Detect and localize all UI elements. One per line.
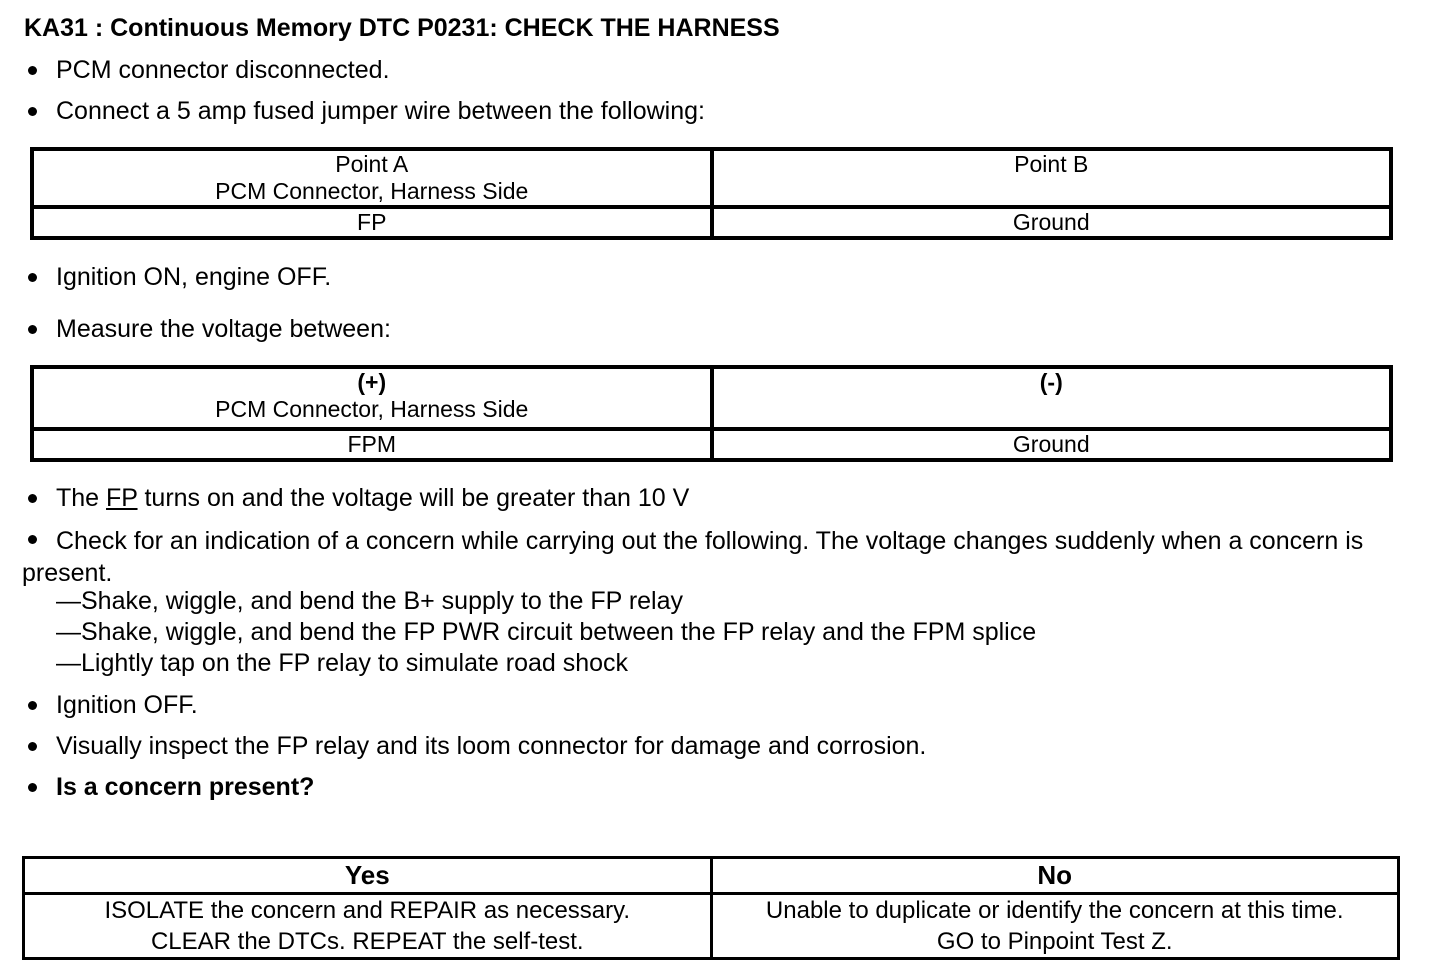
table-header-cell	[32, 149, 712, 207]
no-header: No	[711, 858, 1399, 894]
voltage-table	[30, 365, 1393, 462]
step-text	[56, 484, 689, 513]
question-text: Is a concern present?	[56, 773, 315, 801]
fp-link[interactable]: FP	[106, 484, 138, 512]
table-row	[32, 149, 1391, 207]
sub-step: —Shake, wiggle, and bend the B+ supply to the FP relay	[56, 587, 684, 615]
table-row	[32, 367, 1391, 429]
step-item	[24, 484, 689, 513]
step-item	[24, 315, 391, 344]
step-text: Visually inspect the FP relay and its loom connector for damage and corrosion.	[56, 732, 927, 760]
bullet-icon	[28, 783, 37, 792]
step-item	[24, 56, 390, 85]
header-line: PCM Connector, Harness Side	[215, 178, 529, 204]
table-row	[24, 858, 1399, 894]
yes-line: ISOLATE the concern and REPAIR as necessary.	[104, 897, 631, 924]
bullet-icon	[28, 701, 37, 710]
step-item	[24, 263, 331, 292]
no-line: GO to Pinpoint Test Z.	[936, 928, 1173, 955]
table-cell: FPM	[32, 429, 712, 460]
header-line: PCM Connector, Harness Side	[215, 396, 529, 422]
no-cell	[711, 894, 1399, 959]
sub-step: —Lightly tap on the FP relay to simulate road shock	[56, 649, 629, 677]
table-cell: Ground	[712, 207, 1392, 238]
step-text: Measure the voltage between:	[56, 315, 391, 343]
bullet-icon	[28, 325, 37, 334]
step-text: Check for an indication of a concern while carrying out the following. The voltage changes suddenly when a concern is present.	[22, 527, 1364, 587]
bullet-icon	[28, 535, 37, 544]
table-header-cell	[712, 367, 1392, 429]
table-header-cell	[712, 149, 1392, 207]
page-title: KA31 : Continuous Memory DTC P0231: CHECK THE HARNESS	[24, 14, 780, 42]
table-cell: FP	[32, 207, 712, 238]
bullet-icon	[28, 742, 37, 751]
header-line: Point B	[1014, 151, 1089, 177]
step-text: PCM connector disconnected.	[56, 56, 390, 84]
step-text: Ignition OFF.	[56, 691, 198, 719]
yes-line: CLEAR the DTCs. REPEAT the self-test.	[150, 928, 584, 955]
table-cell: Ground	[712, 429, 1392, 460]
header-line: Point A	[335, 151, 409, 177]
table-header-cell	[32, 367, 712, 429]
header-line: (-)	[1039, 369, 1063, 395]
bullet-icon	[28, 107, 37, 116]
sub-step: —Shake, wiggle, and bend the FP PWR circuit between the FP relay and the FPM splice	[56, 618, 1037, 646]
table-row	[24, 894, 1399, 959]
step-text: Connect a 5 amp fused jumper wire between the following:	[56, 97, 705, 125]
yes-cell	[24, 894, 712, 959]
step-item	[24, 732, 926, 761]
no-line: Unable to duplicate or identify the concern at this time.	[765, 897, 1344, 924]
table-row	[32, 429, 1391, 460]
header-line: (+)	[357, 369, 387, 395]
step-item	[22, 525, 1422, 589]
step-text-post: turns on and the voltage will be greater than 10 V	[137, 484, 690, 512]
answer-table	[22, 856, 1400, 960]
step-text: Ignition ON, engine OFF.	[56, 263, 332, 291]
yes-header: Yes	[24, 858, 712, 894]
bullet-icon	[28, 66, 37, 75]
step-item	[24, 97, 705, 126]
step-item-question	[24, 773, 314, 802]
bullet-icon	[28, 273, 37, 282]
jumper-table	[30, 147, 1393, 240]
step-item	[24, 691, 198, 720]
bullet-icon	[28, 494, 37, 503]
table-row	[32, 207, 1391, 238]
step-text-pre: The	[56, 484, 107, 512]
